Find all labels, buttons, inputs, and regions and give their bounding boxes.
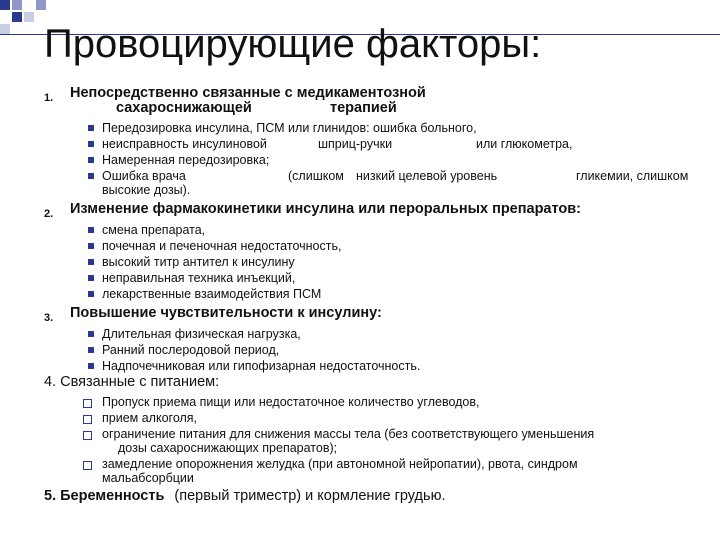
list-item-part: (слишком	[288, 169, 344, 183]
deco-square	[12, 12, 22, 22]
bullet-icon	[88, 141, 94, 147]
section-heading-bold: 5. Беременность	[44, 488, 165, 504]
list-item: ограничение питания для снижения массы тела (без соответствующего уменьшения	[102, 427, 595, 441]
list-item: Передозировка инсулина, ПСМ или глинидов: ошибка больного,	[102, 121, 477, 135]
list-item: высокий титр антител к инсулину	[102, 255, 295, 269]
section-heading-cont: терапией	[330, 100, 397, 116]
list-item-part: низкий целевой уровень	[356, 169, 498, 183]
list-item: замедление опорожнения желудка (при автономной нейропатии), рвота, синдром	[102, 457, 578, 471]
bullet-icon	[88, 363, 94, 369]
section-number: 1.	[44, 92, 54, 104]
checkbox-icon	[83, 399, 92, 408]
list-item: неисправность инсулиновой	[102, 137, 267, 151]
section-heading-cont: сахароснижающей	[116, 100, 252, 116]
bullet-icon	[88, 291, 94, 297]
list-item-part: высокие дозы).	[102, 183, 191, 197]
bullet-icon	[88, 331, 94, 337]
list-item-part: шприц-ручки	[318, 137, 393, 151]
list-item: прием алкоголя,	[102, 411, 198, 425]
bullet-icon	[88, 125, 94, 131]
page-title: Провоцирующие факторы:	[44, 22, 542, 66]
list-item: Намеренная передозировка;	[102, 153, 270, 167]
section-heading: Непосредственно связанные с медикаментозной	[70, 85, 426, 101]
list-item: почечная и печеночная недостаточность,	[102, 239, 342, 253]
list-item: лекарственные взаимодействия ПСМ	[102, 287, 322, 301]
bullet-icon	[88, 259, 94, 265]
checkbox-icon	[83, 461, 92, 470]
list-item: неправильная техника инъекций,	[102, 271, 296, 285]
deco-square	[36, 0, 46, 10]
section-heading: Повышение чувствительности к инсулину:	[70, 305, 382, 321]
list-item: Пропуск приема пищи или недостаточное количество углеводов,	[102, 395, 480, 409]
list-item-cont: мальабсорбции	[102, 471, 194, 485]
section-heading	[44, 488, 445, 504]
bullet-icon	[88, 157, 94, 163]
bullet-icon	[88, 275, 94, 281]
list-item: Длительная физическая нагрузка,	[102, 327, 301, 341]
deco-square	[0, 24, 10, 34]
bullet-icon	[88, 227, 94, 233]
section-heading-rest: (первый триместр) и кормление грудью.	[174, 488, 446, 504]
list-item: Надпочечниковая или гипофизарная недостаточность.	[102, 359, 421, 373]
deco-square	[0, 0, 10, 10]
section-number: 3.	[44, 312, 54, 324]
list-item: Ранний послеродовой период,	[102, 343, 280, 357]
bullet-icon	[88, 173, 94, 179]
list-item-part: или глюкометра,	[476, 137, 573, 151]
list-item: Ошибка врача	[102, 169, 186, 183]
list-item: смена препарата,	[102, 223, 206, 237]
section-heading: 4. Связанные с питанием:	[44, 374, 220, 390]
bullet-icon	[88, 347, 94, 353]
deco-square	[12, 0, 22, 10]
section-number: 2.	[44, 208, 54, 220]
section-heading: Изменение фармакокинетики инсулина или пероральных препаратов:	[70, 201, 582, 217]
checkbox-icon	[83, 415, 92, 424]
bullet-icon	[88, 243, 94, 249]
checkbox-icon	[83, 431, 92, 440]
list-item-part: гликемии, слишком	[576, 169, 689, 183]
list-item-cont: дозы сахароснижающих препаратов);	[118, 441, 338, 455]
deco-square	[24, 12, 34, 22]
